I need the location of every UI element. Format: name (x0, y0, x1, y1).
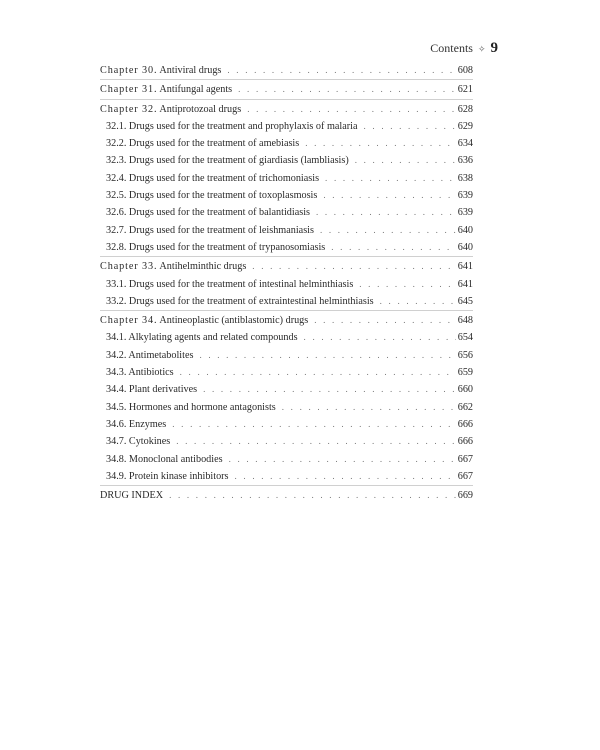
toc-entry-title: 32.6. Drugs used for the treatment of balantidiasis (106, 207, 310, 219)
toc-section (100, 99, 473, 257)
toc-entry-label (100, 81, 232, 98)
toc-entry-title: 34.7. Cytokines (106, 436, 171, 448)
chapter-prefix: Chapter 34. (100, 315, 158, 327)
toc-entry-label (106, 276, 353, 293)
toc-entry-label (106, 187, 317, 204)
dot-leader (325, 170, 456, 187)
toc-entry-label (106, 204, 310, 221)
toc-entry-title: 32.5. Drugs used for the treatment of toxoplasmosis (106, 190, 318, 202)
toc-page-number: 659 (457, 367, 473, 379)
toc-entry-title: 34.8. Monoclonal antibodies (106, 453, 223, 465)
toc-entry-label (106, 135, 299, 152)
toc-section (100, 310, 473, 485)
toc-page-number: 634 (457, 138, 473, 150)
toc-entry-label (100, 487, 163, 504)
dot-leader (199, 347, 455, 364)
dot-leader (305, 135, 455, 152)
toc-entry-title: 32.8. Drugs used for the treatment of trypanosomiasis (106, 241, 326, 253)
running-header (430, 40, 498, 57)
toc-page-number: 662 (457, 401, 473, 413)
toc-page-number: 628 (457, 103, 473, 115)
toc-subentry[interactable] (100, 239, 473, 256)
toc-page-number: 639 (457, 207, 473, 219)
toc-page-number: 669 (457, 490, 473, 502)
toc-page-number: 640 (457, 241, 473, 253)
toc-page-number: 660 (457, 384, 473, 396)
toc-entry-title: 32.4. Drugs used for the treatment of trichomoniasis (106, 172, 320, 184)
toc-entry-title: 32.7. Drugs used for the treatment of leishmaniasis (106, 224, 314, 236)
running-header-label: Contents (430, 41, 473, 55)
toc-subentry[interactable] (100, 468, 473, 485)
toc-subentry[interactable] (100, 416, 473, 433)
toc-page-number: 654 (457, 332, 473, 344)
toc-subentry[interactable] (100, 204, 473, 221)
toc-entry[interactable] (100, 62, 473, 79)
dot-leader (320, 222, 456, 239)
toc-entry-label (106, 416, 166, 433)
toc-subentry[interactable] (100, 135, 473, 152)
toc-entry-title: Antiviral drugs (159, 65, 222, 76)
dot-leader (323, 187, 455, 204)
toc-subentry[interactable] (100, 364, 473, 381)
toc-entry-label (106, 399, 276, 416)
toc-section (100, 79, 473, 98)
toc-entry-label (106, 451, 223, 468)
toc-entry-title: 33.2. Drugs used for the treatment of extraintestinal helminthiasis (106, 295, 374, 307)
dot-leader (331, 239, 455, 256)
toc-entry-label (100, 312, 308, 329)
toc-page-number: 621 (457, 84, 473, 96)
dot-leader (364, 118, 456, 135)
toc-section (100, 256, 473, 310)
toc-subentry[interactable] (100, 276, 473, 293)
toc-entry-title: Antihelminthic drugs (159, 261, 247, 273)
dot-leader (359, 276, 455, 293)
toc-entry-label (100, 258, 246, 275)
dot-leader (304, 329, 456, 346)
toc-subentry[interactable] (100, 222, 473, 239)
toc-page-number: 656 (457, 349, 473, 361)
toc-entry-title: 34.1. Alkylating agents and related compounds (106, 332, 298, 344)
toc-entry-label (106, 239, 325, 256)
toc-page-number: 645 (457, 295, 473, 307)
toc-entry[interactable] (100, 487, 473, 504)
dot-leader (169, 487, 456, 504)
dot-leader (314, 312, 455, 329)
toc-section (100, 485, 473, 504)
toc-page-number: 638 (457, 172, 473, 184)
toc-entry-label (106, 433, 170, 450)
dot-leader (380, 293, 456, 310)
toc-subentry[interactable] (100, 170, 473, 187)
toc-subentry[interactable] (100, 347, 473, 364)
toc-section (100, 61, 473, 79)
toc-entry-label (106, 152, 349, 169)
toc-entry-title: 34.4. Plant derivatives (106, 384, 198, 396)
page-number: 9 (490, 40, 498, 56)
toc-subentry[interactable] (100, 293, 473, 310)
toc-entry-title: Antineoplastic (antiblastomic) drugs (159, 315, 309, 327)
toc-page-number: 666 (457, 436, 473, 448)
toc-subentry[interactable] (100, 451, 473, 468)
toc-page-number: 608 (457, 65, 473, 76)
toc-entry-label (106, 364, 174, 381)
dot-leader (235, 468, 456, 485)
toc-subentry[interactable] (100, 329, 473, 346)
toc-entry-title: 32.3. Drugs used for the treatment of giardiasis (lambliasis) (106, 155, 349, 167)
toc-entry-title: 34.6. Enzymes (106, 418, 167, 430)
toc-entry-label (106, 329, 298, 346)
toc-subentry[interactable] (100, 381, 473, 398)
toc-page-number: 667 (457, 470, 473, 482)
dot-leader (229, 451, 456, 468)
toc-entry-title: DRUG INDEX (100, 490, 164, 502)
table-of-contents (100, 61, 473, 504)
toc-entry[interactable] (100, 101, 473, 118)
chapter-prefix: Chapter 32. (100, 103, 158, 115)
toc-subentry[interactable] (100, 187, 473, 204)
toc-subentry[interactable] (100, 433, 473, 450)
toc-entry-title: Antiprotozoal drugs (159, 103, 242, 115)
toc-entry[interactable] (100, 312, 473, 329)
toc-entry[interactable] (100, 258, 473, 275)
dot-leader (238, 81, 456, 98)
toc-page-number: 641 (457, 278, 473, 290)
toc-entry-label (106, 222, 314, 239)
toc-page-number: 640 (457, 224, 473, 236)
toc-entry-title: 32.2. Drugs used for the treatment of amebiasis (106, 138, 300, 150)
toc-entry-title: 34.5. Hormones and hormone antagonists (106, 401, 276, 413)
toc-entry-label (106, 118, 358, 135)
dot-leader (227, 62, 455, 79)
toc-page-number: 629 (457, 120, 473, 132)
dot-leader (180, 364, 456, 381)
chapter-prefix: Chapter 31. (100, 84, 158, 96)
dot-leader (355, 152, 456, 169)
toc-entry-title: Antifungal agents (159, 84, 233, 96)
dot-leader (247, 101, 456, 118)
toc-entry-label (106, 347, 193, 364)
dot-leader (176, 433, 455, 450)
toc-entry-label (100, 62, 221, 79)
toc-entry-label (100, 101, 241, 118)
toc-subentry[interactable] (100, 152, 473, 169)
toc-entry-label (106, 293, 374, 310)
toc-subentry[interactable] (100, 118, 473, 135)
dot-leader (316, 204, 456, 221)
dot-leader (203, 381, 456, 398)
dot-leader (282, 399, 456, 416)
toc-entry-title: 34.9. Protein kinase inhibitors (106, 470, 229, 482)
toc-entry-title: 32.1. Drugs used for the treatment and prophylaxis of malaria (106, 120, 358, 132)
chapter-prefix: Chapter 30. (100, 65, 158, 76)
toc-entry-label (106, 381, 197, 398)
dot-leader (172, 416, 455, 433)
toc-entry-title: 34.2. Antimetabolites (106, 349, 194, 361)
toc-page-number: 641 (457, 261, 473, 273)
toc-page-number: 639 (457, 190, 473, 202)
dot-leader (252, 258, 455, 275)
toc-entry-label (106, 468, 229, 485)
toc-page-number: 667 (457, 453, 473, 465)
toc-subentry[interactable] (100, 399, 473, 416)
toc-entry[interactable] (100, 81, 473, 98)
toc-page-number: 648 (457, 315, 473, 327)
toc-entry-title: 33.1. Drugs used for the treatment of intestinal helminthiasis (106, 278, 354, 290)
toc-entry-label (106, 170, 319, 187)
separator-diamond-icon: ✧ (477, 44, 486, 54)
toc-page-number: 636 (457, 155, 473, 167)
toc-page-number: 666 (457, 418, 473, 430)
toc-entry-title: 34.3. Antibiotics (106, 367, 174, 379)
chapter-prefix: Chapter 33. (100, 261, 158, 273)
